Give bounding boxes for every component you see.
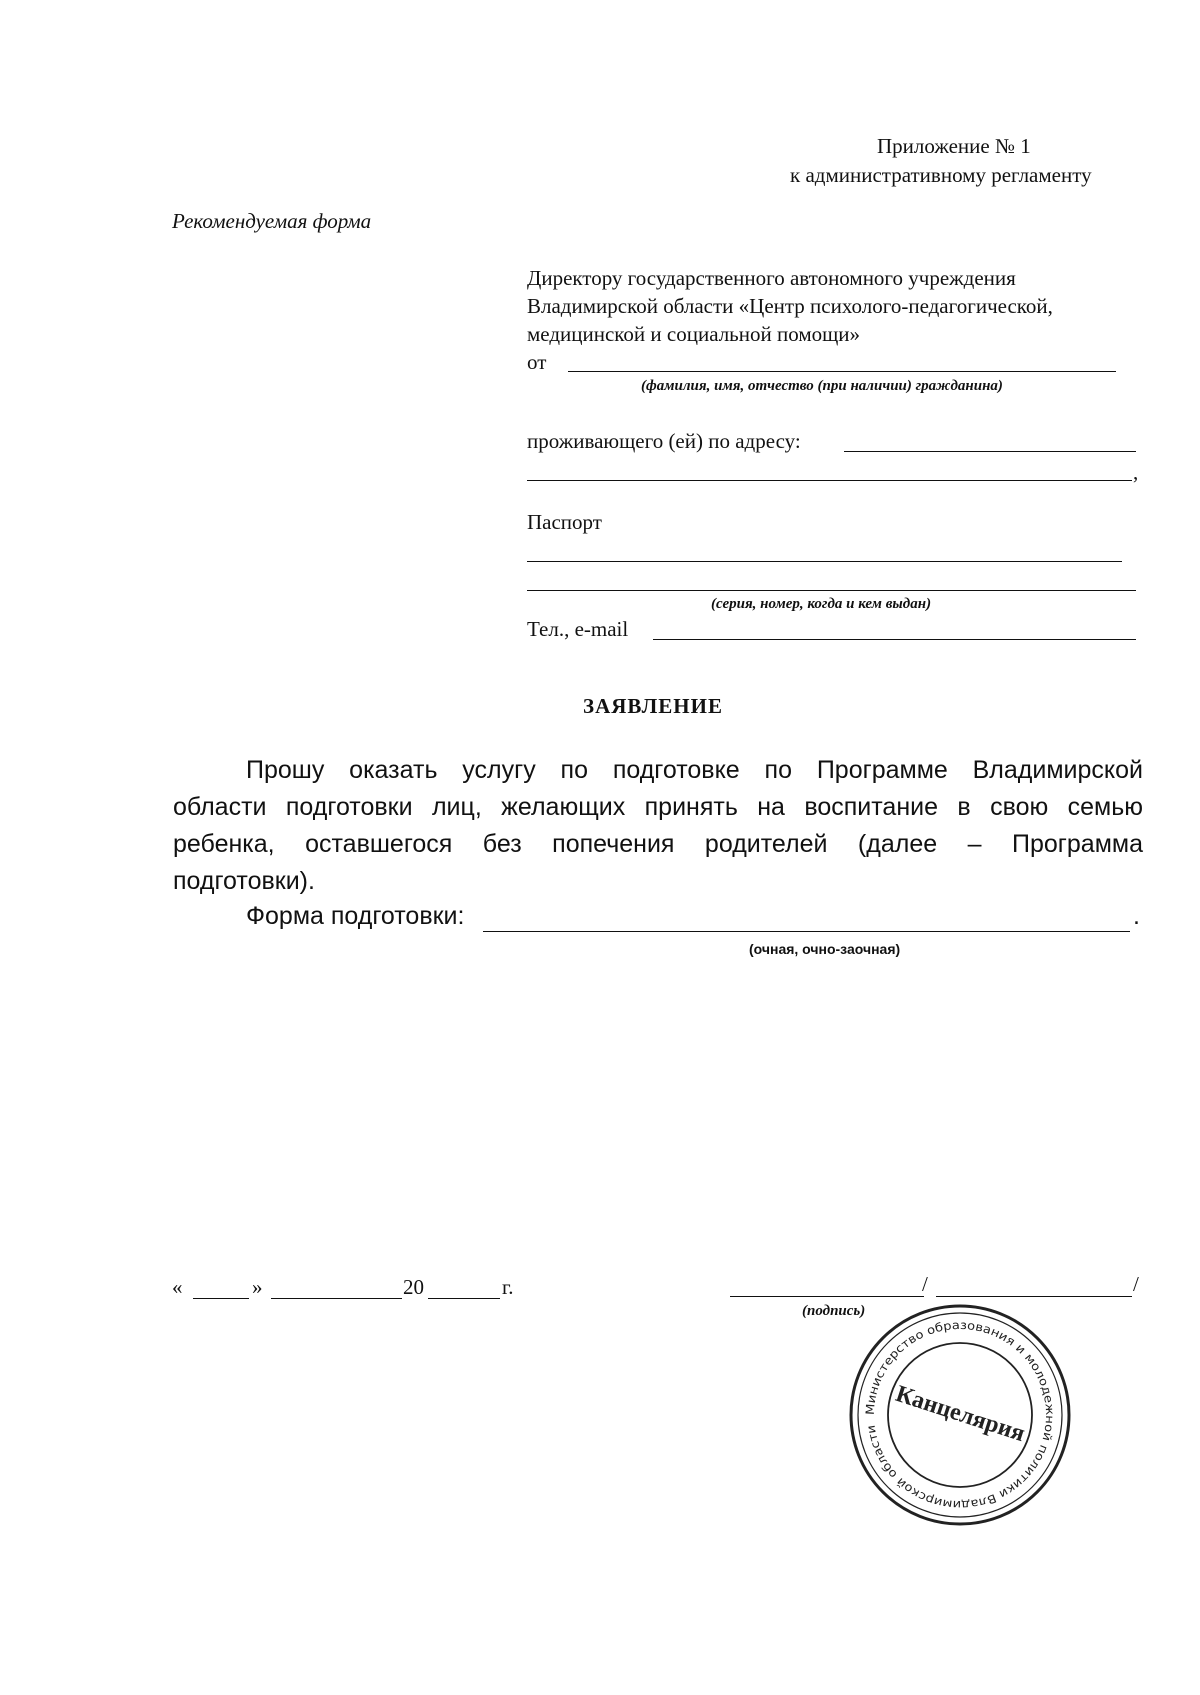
date-year-prefix: 20 bbox=[403, 1275, 424, 1299]
recommended-form-label: Рекомендуемая форма bbox=[172, 209, 372, 233]
statement-line-1: Прошу оказать услугу по подготовке по Программе Владимирской bbox=[246, 756, 1143, 784]
statement-line-4: подготовки). bbox=[173, 867, 315, 895]
training-form-label: Форма подготовки: bbox=[246, 902, 465, 930]
date-quote-open: « bbox=[172, 1275, 183, 1299]
statement-line-3: ребенка, оставшегося без попечения родителей (далее – Программа bbox=[173, 830, 1143, 858]
date-day-field[interactable] bbox=[193, 1298, 249, 1299]
regulation-reference: к административному регламенту bbox=[790, 163, 1092, 187]
addressee-line-2: Владимирской области «Центр психолого-педагогической, bbox=[527, 294, 1053, 318]
signature-name-field[interactable] bbox=[936, 1296, 1132, 1297]
passport-field-2[interactable] bbox=[527, 590, 1136, 591]
training-form-caption: (очная, очно-заочная) bbox=[749, 941, 901, 957]
address-label: проживающего (ей) по адресу: bbox=[527, 429, 801, 453]
signature-caption: (подпись) bbox=[802, 1303, 866, 1319]
date-month-field[interactable] bbox=[271, 1298, 402, 1299]
applicant-name-caption: (фамилия, имя, отчество (при наличии) гражданина) bbox=[641, 378, 1003, 394]
passport-field-1[interactable] bbox=[527, 561, 1122, 562]
training-form-period: . bbox=[1133, 902, 1140, 930]
statement-line-2: области подготовки лиц, желающих принять на воспитание в свою семью bbox=[173, 793, 1143, 821]
address-comma: , bbox=[1133, 460, 1139, 484]
date-year-suffix: г. bbox=[502, 1275, 514, 1299]
passport-label: Паспорт bbox=[527, 510, 602, 534]
address-field-1[interactable] bbox=[844, 451, 1136, 452]
stamp-center-text: Канцелярия bbox=[892, 1380, 1029, 1448]
statement-title: ЗАЯВЛЕНИЕ bbox=[583, 694, 723, 718]
applicant-name-field[interactable] bbox=[568, 371, 1116, 372]
addressee-line-3: медицинской и социальной помощи» bbox=[527, 322, 861, 346]
date-quote-close: » bbox=[252, 1275, 263, 1299]
contact-label: Тел., e-mail bbox=[527, 617, 629, 641]
signature-slash-1: / bbox=[922, 1272, 928, 1296]
date-year-field[interactable] bbox=[428, 1298, 500, 1299]
signature-slash-2: / bbox=[1133, 1272, 1139, 1296]
stamp-ring-text: Министерство образования и молодежной политики Владимирской области bbox=[862, 1317, 1058, 1513]
signature-field[interactable] bbox=[730, 1296, 924, 1297]
addressee-line-1: Директору государственного автономного учреждения bbox=[527, 266, 1016, 290]
training-form-field[interactable] bbox=[483, 931, 1130, 932]
office-stamp bbox=[848, 1303, 1072, 1527]
address-field-2[interactable] bbox=[527, 480, 1132, 481]
from-label: от bbox=[527, 350, 547, 374]
appendix-number: Приложение № 1 bbox=[877, 134, 1031, 158]
passport-caption: (серия, номер, когда и кем выдан) bbox=[711, 596, 932, 612]
contact-field[interactable] bbox=[653, 639, 1136, 640]
